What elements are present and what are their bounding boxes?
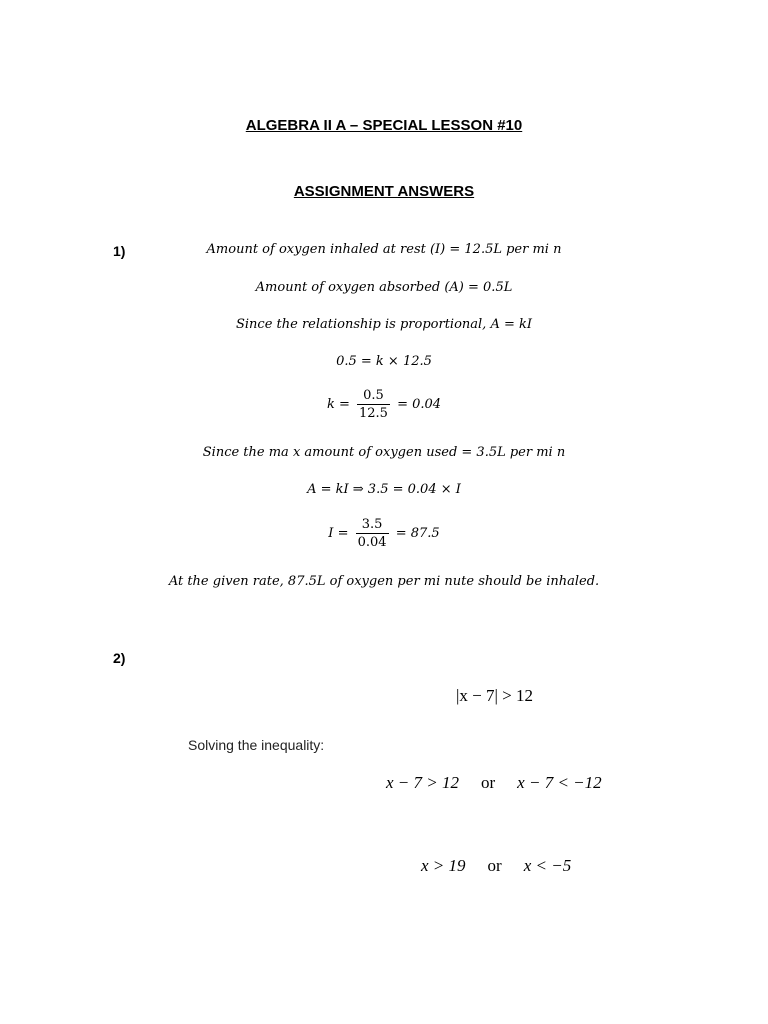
q2-absolute-inequality: |x − 7| > 12 (456, 686, 533, 705)
q1-line-max-oxygen: Since the ma x amount of oxygen used = 3.5L per mi n (202, 445, 566, 460)
k-numerator: 0.5 (357, 388, 390, 405)
q2-or-2: or (487, 856, 502, 875)
k-denominator: 12.5 (358, 406, 388, 421)
q1-line-conclusion: At the given rate, 87.5L of oxygen per mi nute should be inhaled. (168, 574, 600, 589)
q1-line-equation: 0.5 = k × 12.5 (336, 354, 432, 369)
q2-result-b: x < −5 (523, 856, 572, 875)
q2-cases-line (386, 773, 602, 793)
i-numerator: 3.5 (356, 517, 389, 534)
question-1-number: 1) (113, 243, 126, 259)
q2-result-line (421, 856, 571, 876)
k-fraction (357, 388, 390, 421)
q1-line-proportional: Since the relationship is proportional, A = kI (235, 317, 533, 332)
q2-solving-label: Solving the inequality: (188, 737, 325, 753)
q1-line-substitute: A = kI ⇒ 3.5 = 0.04 × I (307, 482, 461, 497)
document-subtitle: ASSIGNMENT ANSWERS (293, 183, 475, 200)
k-rhs: = 0.04 (397, 397, 442, 412)
q2-or-1: or (481, 773, 496, 792)
q1-line-oxygen-absorbed: Amount of oxygen absorbed (A) = 0.5L (255, 280, 513, 295)
q2-case-b: x − 7 < −12 (517, 773, 602, 792)
q1-line-i-fraction (0, 517, 768, 550)
i-denominator: 0.04 (357, 535, 387, 550)
k-lhs: k = (326, 397, 350, 412)
q1-line-oxygen-inhaled: Amount of oxygen inhaled at rest (I) = 12.5L per mi n (206, 242, 562, 257)
i-rhs: = 87.5 (395, 526, 440, 541)
i-lhs: I = (328, 526, 349, 541)
q2-case-a: x − 7 > 12 (386, 773, 459, 792)
question-2-number: 2) (113, 650, 126, 666)
document-title: ALGEBRA II A – SPECIAL LESSON #10 (245, 117, 523, 134)
i-fraction (356, 517, 389, 550)
q2-result-a: x > 19 (421, 856, 466, 875)
q1-line-k-fraction (0, 388, 768, 421)
